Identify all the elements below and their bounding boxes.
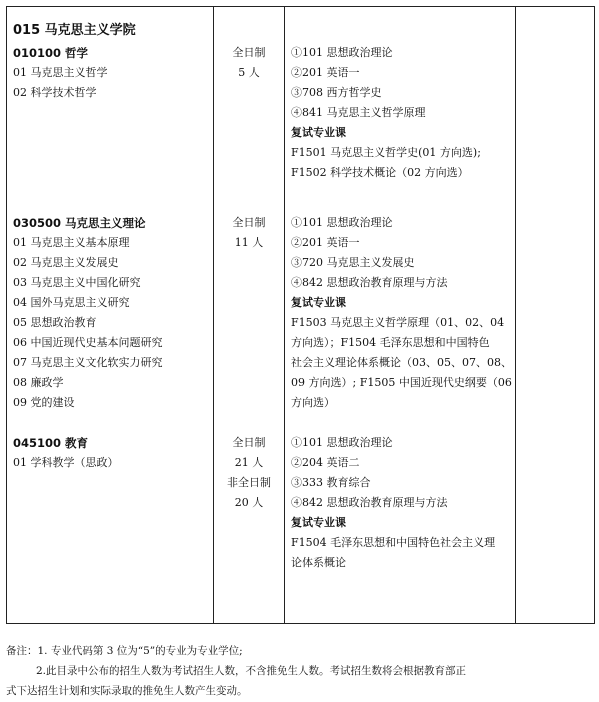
retest-line: F1504 毛泽东思想和中国特色社会主义理: [291, 536, 496, 549]
direction-item: 01 马克思主义基本原理: [13, 236, 130, 249]
enroll-count: 11 人: [234, 236, 264, 249]
retest-line: F1502 科学技术概论（02 方向选）: [291, 166, 469, 179]
major-education: [13, 433, 119, 473]
exam-subjects: [291, 433, 513, 573]
exam-item: ①101 思想政治理论: [291, 436, 393, 449]
enroll-cell: [214, 213, 284, 253]
column-divider: [213, 7, 214, 623]
exam-item: ①101 思想政治理论: [291, 216, 393, 229]
note-line: 2.此目录中公布的招生人数为考试招生人数，不含推免生人数。考试招生数将会根据教育部正: [36, 665, 467, 677]
direction-item: 08 廉政学: [13, 376, 64, 389]
enroll-count: 21 人: [234, 456, 264, 469]
direction-item: 01 学科教学（思政）: [13, 456, 119, 469]
exam-item: ①101 思想政治理论: [291, 46, 393, 59]
note-line: 式下达招生计划和实际录取的推免生人数产生变动。: [6, 685, 248, 697]
direction-item: 05 思想政治教育: [13, 316, 97, 329]
study-mode: 全日制: [232, 216, 266, 229]
exam-item: ④841 马克思主义哲学原理: [291, 106, 426, 119]
exam-item: ②204 英语二: [291, 456, 360, 469]
direction-item: 02 马克思主义发展史: [13, 256, 119, 269]
study-mode: 全日制: [232, 46, 266, 59]
enroll-count: 5 人: [238, 66, 260, 79]
retest-title: 复试专业课: [291, 126, 346, 139]
direction-item: 07 马克思主义文化软实力研究: [13, 356, 163, 369]
direction-item: 04 国外马克思主义研究: [13, 296, 130, 309]
direction-item: 09 党的建设: [13, 396, 75, 409]
major-code-name: 030500 马克思主义理论: [13, 216, 146, 230]
note-line: 备注：1. 专业代码第 3 位为“5”的专业为专业学位;: [6, 645, 243, 657]
major-philosophy: [13, 43, 108, 103]
exam-item: ④842 思想政治教育原理与方法: [291, 276, 448, 289]
enroll-cell: [214, 43, 284, 83]
exam-item: ③708 西方哲学史: [291, 86, 382, 99]
exam-subjects: [291, 43, 513, 183]
direction-item: 01 马克思主义哲学: [13, 66, 108, 79]
retest-line: 方向选）；F1504 毛泽东思想和中国特色: [291, 336, 490, 349]
study-mode: 非全日制: [227, 476, 271, 489]
retest-title: 复试专业课: [291, 516, 346, 529]
retest-line: 社会主义理论体系概论（03、05、07、08、: [291, 356, 512, 369]
exam-item: ③720 马克思主义发展史: [291, 256, 415, 269]
major-marxism-theory: [13, 213, 163, 413]
retest-line: F1501 马克思主义哲学史(01 方向选);: [291, 146, 481, 159]
exam-item: ②201 英语一: [291, 66, 360, 79]
major-code-name: 045100 教育: [13, 436, 89, 450]
college-title: 015 马克思主义学院: [13, 23, 136, 38]
exam-item: ④842 思想政治教育原理与方法: [291, 496, 448, 509]
retest-line: 论体系概论: [291, 556, 346, 569]
exam-item: ③333 教育综合: [291, 476, 371, 489]
study-mode: 全日制: [232, 436, 266, 449]
direction-item: 06 中国近现代史基本问题研究: [13, 336, 163, 349]
retest-line: 09 方向选）; F1505 中国近现代史纲要（06: [291, 376, 512, 389]
major-code-name: 010100 哲学: [13, 46, 89, 60]
retest-title: 复试专业课: [291, 296, 346, 309]
direction-item: 02 科学技术哲学: [13, 86, 97, 99]
exam-subjects: [291, 213, 513, 413]
enroll-count: 20 人: [234, 496, 264, 509]
retest-line: F1503 马克思主义哲学原理（01、02、04: [291, 316, 505, 329]
exam-item: ②201 英语一: [291, 236, 360, 249]
column-divider: [284, 7, 285, 623]
enrollment-table: [6, 6, 595, 624]
retest-line: 方向选）: [291, 396, 335, 409]
enroll-cell: [214, 433, 284, 513]
column-divider: [515, 7, 516, 623]
notes: [6, 641, 593, 701]
direction-item: 03 马克思主义中国化研究: [13, 276, 141, 289]
